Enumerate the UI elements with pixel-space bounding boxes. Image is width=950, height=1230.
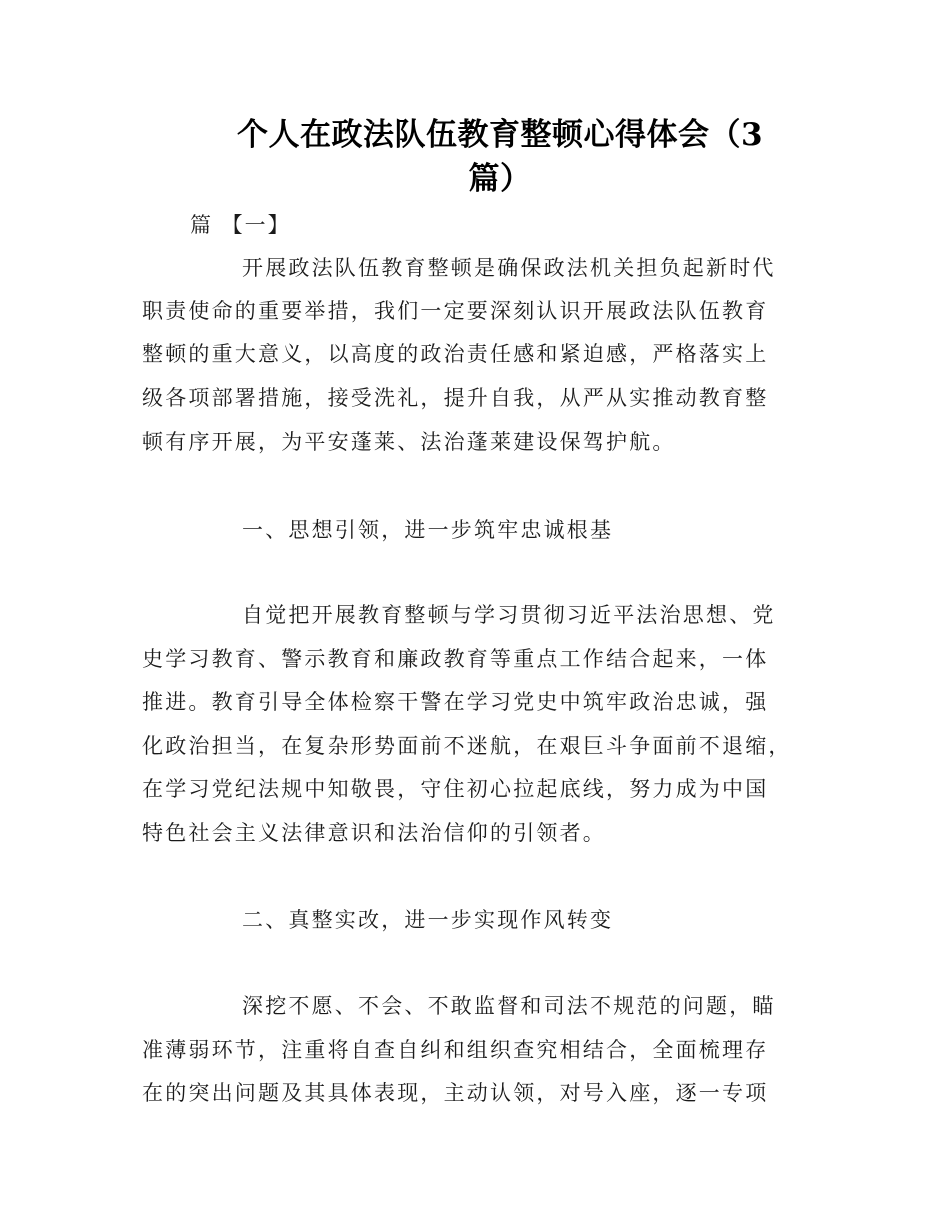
paragraph-3-line: 准薄弱环节，注重将自查自纠和组织查究相结合，全面梳理存: [142, 1038, 769, 1062]
paragraph-3-line: 在的突出问题及其具体表现，主动认领，对号入座，逐一专项: [142, 1081, 769, 1105]
paragraph-1-line: 开展政法队伍教育整顿是确保政法机关担负起新时代: [242, 256, 776, 280]
paragraph-1-line: 职责使命的重要举措，我们一定要深刻认识开展政法队伍教育: [142, 299, 769, 323]
paragraph-2-line: 化政治担当，在复杂形势面前不迷航，在艰巨斗争面前不退缩，: [142, 734, 792, 758]
paragraph-2-line: 推进。教育引导全体检察干警在学习党史中筑牢政治忠诚，强: [142, 690, 769, 714]
document-title-line-1: 个人在政法队伍教育整顿心得体会（3: [236, 117, 764, 153]
paragraph-1-line: 顿有序开展，为平安蓬莱、法治蓬莱建设保驾护航。: [142, 430, 676, 454]
section-heading-2: 二、真整实改，进一步实现作风转变: [242, 908, 614, 932]
paragraph-1-line: 级各项部署措施，接受洗礼，提升自我，从严从实推动教育整: [142, 386, 769, 410]
paragraph-2-line: 史学习教育、警示教育和廉政教育等重点工作结合起来，一体: [142, 647, 769, 671]
section-label: 篇 【一】: [190, 213, 291, 237]
paragraph-1-line: 整顿的重大意义，以高度的政治责任感和紧迫感，严格落实上: [142, 342, 769, 366]
paragraph-2-line: 特色社会主义法律意识和法治信仰的引领者。: [142, 821, 606, 845]
paragraph-3-line: 深挖不愿、不会、不敢监督和司法不规范的问题，瞄: [242, 994, 776, 1018]
paragraph-2-line: 自觉把开展教育整顿与学习贯彻习近平法治思想、党: [242, 603, 776, 627]
section-heading-1: 一、思想引领，进一步筑牢忠诚根基: [242, 518, 614, 542]
document-title-line-2: 篇）: [468, 161, 532, 197]
paragraph-2-line: 在学习党纪法规中知敬畏，守住初心拉起底线，努力成为中国: [142, 777, 769, 801]
